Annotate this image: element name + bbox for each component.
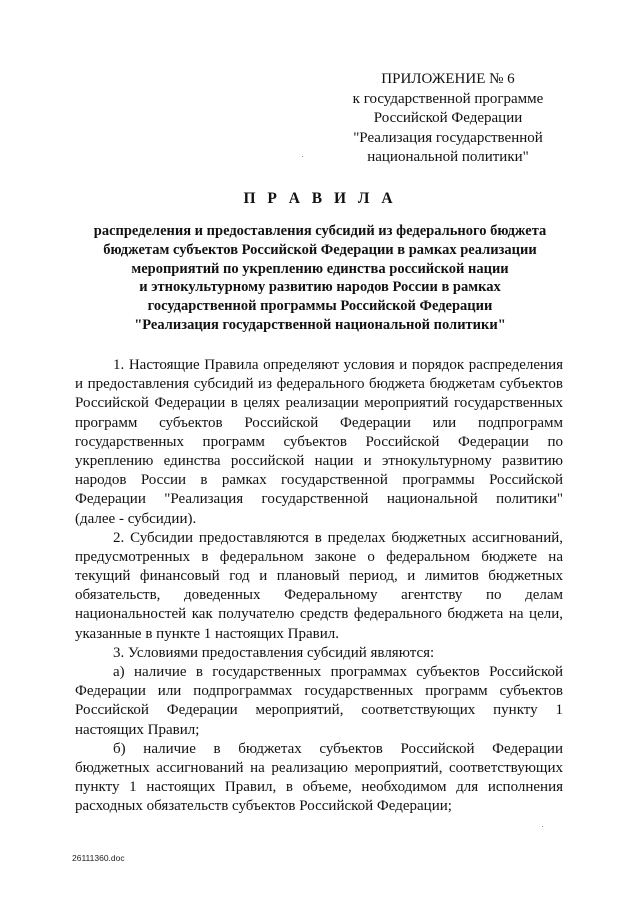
- body-line: текущий финансовый год и плановый период, и лимитов бюджетных: [75, 568, 563, 585]
- body-line: (далее - субсидии).: [75, 510, 197, 527]
- body-line: Федерации "Реализация государственной национальной политики": [75, 491, 563, 508]
- subtitle-line: бюджетам субъектов Российской Федерации в рамках реализации: [103, 241, 537, 258]
- body-line: указанные в пункте 1 настоящих Правил.: [75, 625, 340, 642]
- body-line: обязательств, доведенных Федеральному агентству по делам: [75, 587, 563, 604]
- body-line: национальностей как получателю средств федерального бюджета на цели,: [75, 606, 563, 623]
- subtitle-line: мероприятий по укреплению единства российской нации: [131, 260, 509, 277]
- appendix-line: к государственной программе: [352, 90, 544, 107]
- body-line: 2. Субсидии предоставляются в пределах бюджетных ассигнований,: [113, 529, 563, 546]
- body-line: и предоставления субсидий из федерального бюджета бюджетам субъектов: [75, 376, 563, 393]
- scan-speck: [542, 826, 543, 827]
- appendix-line: национальной политики": [367, 149, 529, 165]
- subtitle-line: распределения и предоставления субсидий из федерального бюджета: [93, 223, 547, 239]
- body-line: 3. Условиями предоставления субсидий являются:: [113, 644, 435, 661]
- body-line: Российской Федерации в целях реализации мероприятий государственных: [75, 395, 563, 412]
- body-line: расходных обязательств субъектов Российской Федерации;: [75, 798, 452, 815]
- body-line: бюджетных ассигнований на реализацию мероприятий, соответствующих: [75, 759, 563, 776]
- document-file-code: 26111360.doc: [72, 853, 125, 863]
- body-line: Российской Федерации мероприятий, соответствующих пункту 1: [75, 702, 563, 719]
- scan-speck: [302, 156, 303, 157]
- appendix-header: [330, 70, 566, 168]
- subtitle-line: и этнокультурному развитию народов России в рамках: [139, 279, 501, 296]
- document-title: П Р А В И Л А: [243, 190, 397, 207]
- body-line: предусмотренных в федеральном законе о федеральном бюджете на: [75, 548, 563, 565]
- appendix-line: ПРИЛОЖЕНИЕ № 6: [381, 71, 515, 87]
- body-line: настоящих Правил;: [75, 721, 200, 738]
- appendix-line: "Реализация государственной: [353, 129, 543, 146]
- body-line: государственных программ субъектов Российской Федерации по: [75, 433, 563, 450]
- body-line: а) наличие в государственных программах субъектов Российской: [113, 664, 563, 680]
- document-body: [75, 356, 563, 817]
- body-line: Федерации или подпрограммах государственных программ субъектов: [75, 683, 563, 700]
- body-line: пункту 1 настоящих Правил, в объеме, необходимом для исполнения: [75, 779, 563, 796]
- body-line: б) наличие в бюджетах субъектов Российской Федерации: [113, 740, 563, 757]
- body-line: программ субъектов Российской Федерации или подпрограмм: [75, 414, 563, 431]
- subtitle-line: государственной программы Российской Федерации: [147, 298, 493, 315]
- body-line: укреплению единства российской нации и этнокультурному развитию: [75, 452, 563, 469]
- appendix-line: Российской Федерации: [373, 110, 523, 126]
- subtitle-line: "Реализация государственной национальной политики": [134, 316, 506, 333]
- body-line: народов России в рамках государственной программы Российской: [75, 472, 563, 489]
- body-line: 1. Настоящие Правила определяют условия и порядок распределения: [113, 357, 563, 373]
- document-subtitle: [60, 222, 580, 335]
